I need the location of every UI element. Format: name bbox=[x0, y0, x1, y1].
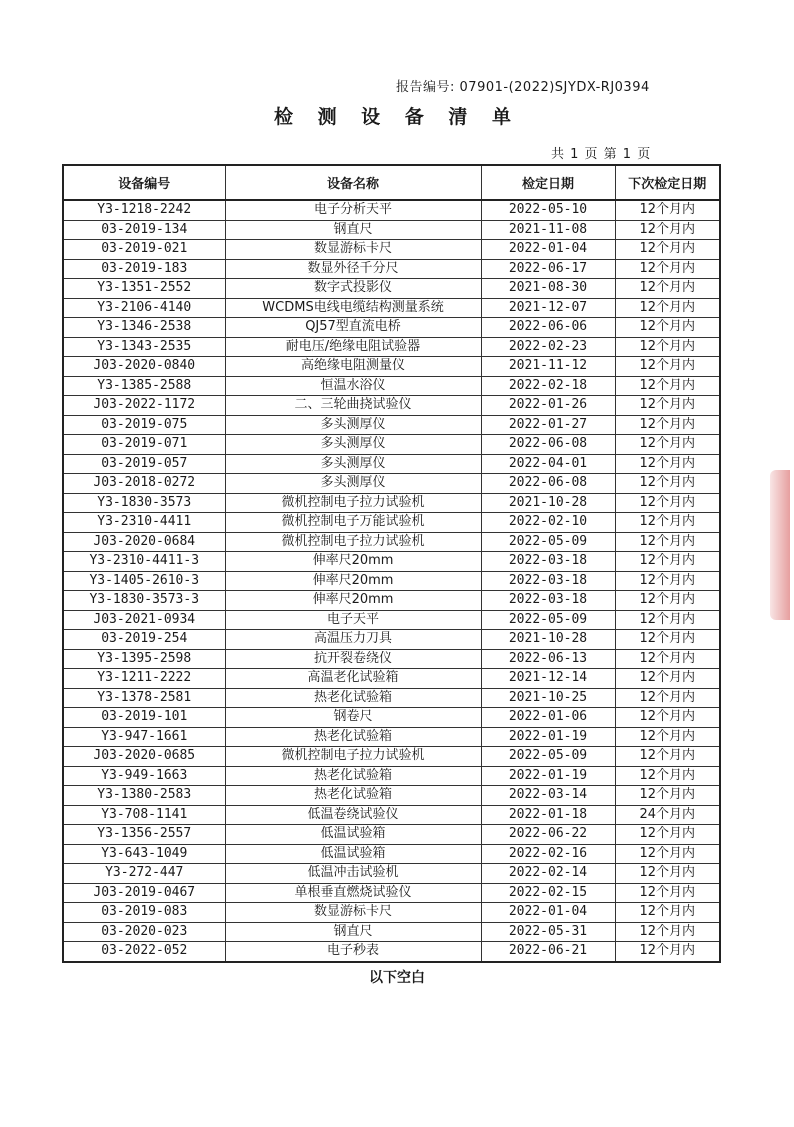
table-row bbox=[63, 610, 720, 630]
cell-equipment-number: Y3-1211-2222 bbox=[63, 669, 225, 689]
table-row bbox=[63, 688, 720, 708]
table-row bbox=[63, 415, 720, 435]
cell-calibration-date: 2022-02-18 bbox=[481, 376, 615, 396]
cell-calibration-date: 2021-10-25 bbox=[481, 688, 615, 708]
table-row bbox=[63, 805, 720, 825]
cell-calibration-date: 2022-03-18 bbox=[481, 552, 615, 572]
cell-equipment-name: 伸率尺20mm bbox=[225, 552, 481, 572]
cell-next-calibration: 12个月内 bbox=[615, 415, 720, 435]
cell-calibration-date: 2022-06-08 bbox=[481, 435, 615, 455]
cell-equipment-name: 高绝缘电阻测量仪 bbox=[225, 357, 481, 377]
cell-next-calibration: 12个月内 bbox=[615, 259, 720, 279]
cell-calibration-date: 2021-11-08 bbox=[481, 220, 615, 240]
cell-equipment-number: J03-2020-0840 bbox=[63, 357, 225, 377]
cell-next-calibration: 12个月内 bbox=[615, 727, 720, 747]
cell-next-calibration: 12个月内 bbox=[615, 552, 720, 572]
cell-equipment-name: 电子天平 bbox=[225, 610, 481, 630]
cell-next-calibration: 12个月内 bbox=[615, 357, 720, 377]
report-number-value: 07901-(2022)SJYDX-RJ0394 bbox=[459, 80, 650, 95]
cell-next-calibration: 12个月内 bbox=[615, 532, 720, 552]
cell-equipment-name: 多头测厚仪 bbox=[225, 435, 481, 455]
cell-next-calibration: 12个月内 bbox=[615, 669, 720, 689]
cell-equipment-number: Y3-2310-4411-3 bbox=[63, 552, 225, 572]
cell-calibration-date: 2022-02-23 bbox=[481, 337, 615, 357]
report-number-line bbox=[396, 76, 650, 95]
cell-next-calibration: 12个月内 bbox=[615, 708, 720, 728]
cell-equipment-name: 热老化试验箱 bbox=[225, 727, 481, 747]
table-row bbox=[63, 844, 720, 864]
cell-equipment-number: Y3-1830-3573 bbox=[63, 493, 225, 513]
cell-calibration-date: 2022-01-04 bbox=[481, 903, 615, 923]
cell-equipment-number: J03-2021-0934 bbox=[63, 610, 225, 630]
cell-next-calibration: 12个月内 bbox=[615, 493, 720, 513]
cell-equipment-number: 03-2019-071 bbox=[63, 435, 225, 455]
cell-equipment-name: 数字式投影仪 bbox=[225, 279, 481, 299]
cell-next-calibration: 12个月内 bbox=[615, 844, 720, 864]
cell-calibration-date: 2022-05-09 bbox=[481, 747, 615, 767]
cell-equipment-name: 电子分析天平 bbox=[225, 200, 481, 220]
cell-calibration-date: 2021-10-28 bbox=[481, 630, 615, 650]
table-row bbox=[63, 864, 720, 884]
cell-equipment-name: QJ57型直流电桥 bbox=[225, 318, 481, 338]
cell-equipment-name: 数显游标卡尺 bbox=[225, 903, 481, 923]
table-row bbox=[63, 571, 720, 591]
equipment-table-body bbox=[63, 200, 720, 962]
cell-equipment-number: Y3-1343-2535 bbox=[63, 337, 225, 357]
cell-calibration-date: 2022-05-10 bbox=[481, 200, 615, 220]
table-row bbox=[63, 240, 720, 260]
table-row bbox=[63, 532, 720, 552]
cell-equipment-number: 03-2022-052 bbox=[63, 942, 225, 962]
cell-equipment-name: 抗开裂卷绕仪 bbox=[225, 649, 481, 669]
cell-calibration-date: 2022-05-09 bbox=[481, 532, 615, 552]
cell-equipment-number: 03-2019-057 bbox=[63, 454, 225, 474]
table-row bbox=[63, 279, 720, 299]
cell-equipment-number: J03-2018-0272 bbox=[63, 474, 225, 494]
cell-next-calibration: 12个月内 bbox=[615, 220, 720, 240]
table-row bbox=[63, 766, 720, 786]
table-row bbox=[63, 259, 720, 279]
cell-next-calibration: 12个月内 bbox=[615, 396, 720, 416]
seal-stamp-edge bbox=[770, 470, 790, 620]
cell-equipment-number: J03-2022-1172 bbox=[63, 396, 225, 416]
table-row bbox=[63, 435, 720, 455]
cell-calibration-date: 2022-06-06 bbox=[481, 318, 615, 338]
cell-calibration-date: 2022-05-31 bbox=[481, 922, 615, 942]
cell-equipment-number: Y3-1405-2610-3 bbox=[63, 571, 225, 591]
cell-calibration-date: 2022-01-18 bbox=[481, 805, 615, 825]
cell-next-calibration: 12个月内 bbox=[615, 922, 720, 942]
cell-next-calibration: 12个月内 bbox=[615, 630, 720, 650]
cell-calibration-date: 2021-12-07 bbox=[481, 298, 615, 318]
cell-equipment-name: 多头测厚仪 bbox=[225, 415, 481, 435]
table-row bbox=[63, 513, 720, 533]
table-row bbox=[63, 630, 720, 650]
report-number-label: 报告编号: bbox=[396, 80, 455, 95]
cell-next-calibration: 12个月内 bbox=[615, 513, 720, 533]
cell-calibration-date: 2022-03-18 bbox=[481, 571, 615, 591]
table-row bbox=[63, 903, 720, 923]
cell-equipment-number: Y3-1395-2598 bbox=[63, 649, 225, 669]
cell-equipment-number: Y3-272-447 bbox=[63, 864, 225, 884]
cell-equipment-name: 钢卷尺 bbox=[225, 708, 481, 728]
table-row bbox=[63, 591, 720, 611]
cell-equipment-name: 低温冲击试验机 bbox=[225, 864, 481, 884]
cell-equipment-name: 热老化试验箱 bbox=[225, 766, 481, 786]
cell-calibration-date: 2022-06-17 bbox=[481, 259, 615, 279]
cell-next-calibration: 12个月内 bbox=[615, 825, 720, 845]
cell-equipment-name: 微机控制电子拉力试验机 bbox=[225, 493, 481, 513]
cell-calibration-date: 2022-02-16 bbox=[481, 844, 615, 864]
cell-equipment-number: J03-2020-0684 bbox=[63, 532, 225, 552]
cell-equipment-number: 03-2019-101 bbox=[63, 708, 225, 728]
cell-equipment-number: Y3-1380-2583 bbox=[63, 786, 225, 806]
document-title: 检 测 设 备 清 单 bbox=[273, 106, 521, 128]
cell-equipment-name: 低温试验箱 bbox=[225, 844, 481, 864]
cell-next-calibration: 12个月内 bbox=[615, 649, 720, 669]
cell-equipment-name: 低温卷绕试验仪 bbox=[225, 805, 481, 825]
table-row bbox=[63, 747, 720, 767]
cell-next-calibration: 12个月内 bbox=[615, 883, 720, 903]
table-row bbox=[63, 786, 720, 806]
cell-equipment-number: Y3-1351-2552 bbox=[63, 279, 225, 299]
cell-calibration-date: 2022-02-15 bbox=[481, 883, 615, 903]
cell-equipment-number: J03-2019-0467 bbox=[63, 883, 225, 903]
cell-equipment-name: 高温老化试验箱 bbox=[225, 669, 481, 689]
cell-calibration-date: 2022-06-21 bbox=[481, 942, 615, 962]
cell-equipment-number: 03-2019-075 bbox=[63, 415, 225, 435]
cell-equipment-name: 热老化试验箱 bbox=[225, 688, 481, 708]
cell-next-calibration: 12个月内 bbox=[615, 240, 720, 260]
table-row bbox=[63, 649, 720, 669]
cell-equipment-name: WCDMS电线电缆结构测量系统 bbox=[225, 298, 481, 318]
table-row bbox=[63, 552, 720, 572]
cell-equipment-number: Y3-1378-2581 bbox=[63, 688, 225, 708]
cell-equipment-number: 03-2019-021 bbox=[63, 240, 225, 260]
cell-calibration-date: 2022-02-14 bbox=[481, 864, 615, 884]
cell-equipment-name: 微机控制电子万能试验机 bbox=[225, 513, 481, 533]
cell-calibration-date: 2021-11-12 bbox=[481, 357, 615, 377]
cell-calibration-date: 2022-05-09 bbox=[481, 610, 615, 630]
cell-calibration-date: 2022-03-18 bbox=[481, 591, 615, 611]
cell-calibration-date: 2022-01-26 bbox=[481, 396, 615, 416]
cell-equipment-name: 二、三轮曲挠试验仪 bbox=[225, 396, 481, 416]
table-row bbox=[63, 708, 720, 728]
table-row bbox=[63, 669, 720, 689]
cell-calibration-date: 2022-01-27 bbox=[481, 415, 615, 435]
cell-equipment-number: 03-2019-083 bbox=[63, 903, 225, 923]
cell-equipment-number: Y3-1346-2538 bbox=[63, 318, 225, 338]
cell-equipment-number: Y3-2310-4411 bbox=[63, 513, 225, 533]
cell-equipment-name: 多头测厚仪 bbox=[225, 474, 481, 494]
table-row bbox=[63, 922, 720, 942]
cell-equipment-number: J03-2020-0685 bbox=[63, 747, 225, 767]
cell-equipment-name: 单根垂直燃烧试验仪 bbox=[225, 883, 481, 903]
cell-next-calibration: 12个月内 bbox=[615, 610, 720, 630]
cell-equipment-number: Y3-947-1661 bbox=[63, 727, 225, 747]
cell-equipment-name: 电子秒表 bbox=[225, 942, 481, 962]
header-equipment-number: 设备编号 bbox=[63, 165, 225, 200]
cell-next-calibration: 12个月内 bbox=[615, 786, 720, 806]
cell-equipment-name: 钢直尺 bbox=[225, 220, 481, 240]
cell-calibration-date: 2022-04-01 bbox=[481, 454, 615, 474]
cell-next-calibration: 12个月内 bbox=[615, 747, 720, 767]
cell-equipment-name: 恒温水浴仪 bbox=[225, 376, 481, 396]
cell-next-calibration: 12个月内 bbox=[615, 337, 720, 357]
cell-equipment-name: 低温试验箱 bbox=[225, 825, 481, 845]
cell-equipment-number: 03-2019-254 bbox=[63, 630, 225, 650]
cell-equipment-number: Y3-949-1663 bbox=[63, 766, 225, 786]
cell-next-calibration: 12个月内 bbox=[615, 591, 720, 611]
cell-calibration-date: 2022-01-19 bbox=[481, 727, 615, 747]
table-row bbox=[63, 883, 720, 903]
page-info: 共 1 页 第 1 页 bbox=[551, 147, 652, 162]
cell-equipment-number: Y3-708-1141 bbox=[63, 805, 225, 825]
cell-equipment-name: 高温压力刀具 bbox=[225, 630, 481, 650]
cell-equipment-number: Y3-2106-4140 bbox=[63, 298, 225, 318]
cell-next-calibration: 12个月内 bbox=[615, 688, 720, 708]
cell-equipment-name: 钢直尺 bbox=[225, 922, 481, 942]
cell-next-calibration: 12个月内 bbox=[615, 903, 720, 923]
cell-equipment-number: Y3-1218-2242 bbox=[63, 200, 225, 220]
cell-equipment-number: Y3-643-1049 bbox=[63, 844, 225, 864]
header-equipment-name: 设备名称 bbox=[225, 165, 481, 200]
table-row bbox=[63, 454, 720, 474]
cell-next-calibration: 12个月内 bbox=[615, 318, 720, 338]
cell-calibration-date: 2022-01-06 bbox=[481, 708, 615, 728]
cell-next-calibration: 12个月内 bbox=[615, 942, 720, 962]
table-row bbox=[63, 357, 720, 377]
cell-next-calibration: 12个月内 bbox=[615, 474, 720, 494]
cell-equipment-number: Y3-1830-3573-3 bbox=[63, 591, 225, 611]
header-next-calibration: 下次检定日期 bbox=[615, 165, 720, 200]
table-row bbox=[63, 376, 720, 396]
cell-equipment-number: Y3-1385-2588 bbox=[63, 376, 225, 396]
cell-next-calibration: 12个月内 bbox=[615, 435, 720, 455]
table-row bbox=[63, 474, 720, 494]
cell-calibration-date: 2021-08-30 bbox=[481, 279, 615, 299]
table-row bbox=[63, 727, 720, 747]
table-row bbox=[63, 493, 720, 513]
cell-equipment-name: 热老化试验箱 bbox=[225, 786, 481, 806]
cell-calibration-date: 2022-02-10 bbox=[481, 513, 615, 533]
cell-next-calibration: 12个月内 bbox=[615, 571, 720, 591]
cell-calibration-date: 2022-03-14 bbox=[481, 786, 615, 806]
cell-equipment-number: 03-2020-023 bbox=[63, 922, 225, 942]
cell-equipment-number: 03-2019-134 bbox=[63, 220, 225, 240]
cell-equipment-name: 数显游标卡尺 bbox=[225, 240, 481, 260]
table-row bbox=[63, 942, 720, 962]
blank-below-note: 以下空白 bbox=[369, 970, 425, 986]
cell-equipment-name: 多头测厚仪 bbox=[225, 454, 481, 474]
table-row bbox=[63, 200, 720, 220]
cell-next-calibration: 12个月内 bbox=[615, 376, 720, 396]
table-row bbox=[63, 825, 720, 845]
cell-equipment-name: 微机控制电子拉力试验机 bbox=[225, 532, 481, 552]
cell-next-calibration: 12个月内 bbox=[615, 766, 720, 786]
equipment-table bbox=[62, 164, 721, 963]
cell-equipment-number: 03-2019-183 bbox=[63, 259, 225, 279]
cell-next-calibration: 12个月内 bbox=[615, 200, 720, 220]
cell-equipment-name: 伸率尺20mm bbox=[225, 571, 481, 591]
cell-calibration-date: 2022-06-13 bbox=[481, 649, 615, 669]
cell-equipment-name: 耐电压/绝缘电阻试验器 bbox=[225, 337, 481, 357]
table-row bbox=[63, 318, 720, 338]
cell-next-calibration: 24个月内 bbox=[615, 805, 720, 825]
cell-calibration-date: 2022-01-04 bbox=[481, 240, 615, 260]
table-row bbox=[63, 337, 720, 357]
cell-equipment-name: 伸率尺20mm bbox=[225, 591, 481, 611]
table-row bbox=[63, 298, 720, 318]
cell-next-calibration: 12个月内 bbox=[615, 279, 720, 299]
cell-calibration-date: 2022-01-19 bbox=[481, 766, 615, 786]
table-row bbox=[63, 396, 720, 416]
table-row bbox=[63, 220, 720, 240]
cell-calibration-date: 2022-06-22 bbox=[481, 825, 615, 845]
cell-calibration-date: 2021-10-28 bbox=[481, 493, 615, 513]
cell-next-calibration: 12个月内 bbox=[615, 864, 720, 884]
cell-equipment-number: Y3-1356-2557 bbox=[63, 825, 225, 845]
cell-next-calibration: 12个月内 bbox=[615, 298, 720, 318]
cell-next-calibration: 12个月内 bbox=[615, 454, 720, 474]
table-header-row bbox=[63, 165, 720, 200]
cell-equipment-name: 微机控制电子拉力试验机 bbox=[225, 747, 481, 767]
cell-calibration-date: 2022-06-08 bbox=[481, 474, 615, 494]
cell-equipment-name: 数显外径千分尺 bbox=[225, 259, 481, 279]
header-calibration-date: 检定日期 bbox=[481, 165, 615, 200]
cell-calibration-date: 2021-12-14 bbox=[481, 669, 615, 689]
